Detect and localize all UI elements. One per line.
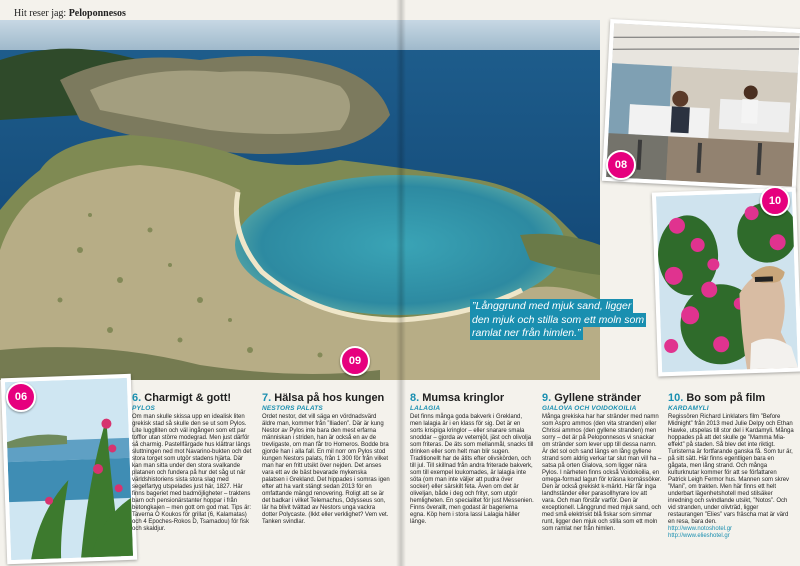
section-bo-som-pa-film	[668, 392, 794, 540]
badge-08: 08	[606, 150, 636, 180]
section-subtitle: NESTORS PALATS	[262, 405, 323, 412]
section-body: Om man skulle skissa upp en idealisk liten grekisk stad så skulle den se ut som Pylos. Lite lugglliten och väl ingången som ett par tofflor utan större modegrad. Men just därför så charmig. Pastellfärgade hus klättrar längs sluttningen ned mot Navarino-bukten och det stora torget som utgör stadens hjärta. Där kan man sitta under den stora svalkande platanen och fundera på hur det såg ut när världshistoriens sista stora slag med segelfartyg utspelades just här, 1827. Här finns bageriet med badmöjligheter – traktens barn och pensionärstanter hoppar i från betongkajen – men gott om god mat. Tips är: Taverna O Koukos för grillat (6, Kalamatas) och 4 Epoches-Rokos D, Tsamadou) för fisk och skaldjur.	[132, 414, 252, 532]
bougainvillea-photo	[652, 188, 800, 377]
section-subtitle: GIALOVA OCH VOIDOKOILIA	[542, 405, 637, 412]
section-title: 8. Mumsa kringlor	[410, 392, 505, 404]
section-body: Regissören Richard Linklaters film ”Before Midnight” från 2013 med Julie Delpy och Ethan Hawke, utspelas till stor del i Kardamyli. Många hoppades på att det skulle ge ”Mamma Mia-effekt” på staden. Så blev det inte riktigt. Turisterna är fortfarande ganska få. Som tur är, på sitt sätt. Här finns egentligen bara en gågata, men lång strand. Och många kulturknutar kommer för att se författaren Patrick Leigh Fermor hus. Mannen som skrev ”Mani”, om trakten. Men här finns ett helt underbart lägenhetshotell med stilsäker inredning och svindlande utsikt, ”Notos”. Och vid stranden, under olivträd, ligger restaurangen ”Elies” vars fräscha mat är värd en resa, bara den.	[668, 414, 794, 525]
page-fold	[396, 0, 406, 566]
section-subtitle: LALAGIA	[410, 405, 441, 412]
header-prefix: Hit reser jag:	[14, 8, 67, 19]
badge-09: 09	[340, 346, 370, 376]
section-title: 6. Charmigt & gott!	[132, 392, 232, 404]
section-gyllene	[542, 392, 662, 533]
pull-quote	[470, 300, 650, 341]
section-charmigt	[132, 392, 254, 533]
section-halsa	[262, 392, 390, 526]
section-subtitle: PYLOS	[132, 405, 156, 412]
section-body: Ordet nestor, det vill säga en vördnadsvärd äldre man, kommer från ”Iliaden”. Där är kung Nestor av Pylos inte bara den mest erfarna människan i striden, han är också en av de trevligaste, om man får tro Homeros. Bodde bra gjorde han i alla fall. En mil norr om Pylos stod kungen Nestors palats, från 1 300 för från vilket man har en fritt utsikt över nejden. Det anses vara ett av de bäst bevarade mykenska palatsen i Grekland. Det hippades i somras igen efter att ha varit stängt sedan 2013 för en omfattande mängd renovering. Roligt att se är det badkar i vilket Telemachus, Odysseus son, lär ha blivit tvättad av Nestors unga vackra dotter Polycaste. (Ikkt eller verklighet? Vem vet. Tanken svindlar.	[262, 414, 390, 525]
notos-hotel-link[interactable]: http://www.notoshotel.gr	[668, 526, 733, 532]
section-body: Det finns många goda bakverk i Grekland, men lalagia är i en klass för sig. Det är en sorts krispiga kringlor – eller snarare smala snoddar – gjorda av vetemjöl, jäst och olivolja som friteras. De äts som mellanmål, snacks till drinken eller som helt man blir sugen. Traditionellt har de ätits efter olivskörden, och till jul. Till skillnad från andra friterade bakverk, som till exempel loukomades, är lalagia inte söta (om man inte väljer att pudra över socker) eller särskilt feta. Även om det är oliveljan, både i deg och frityr, som utgör hemligheten. En specialitet för just Messenien. Finns överallt, men godast är bagerierna egna. Köp hem i stora lassi Lalagia häller länge.	[410, 414, 534, 525]
badge-10: 10	[760, 186, 790, 216]
section-title: 10. Bo som på film	[668, 392, 766, 404]
section-subtitle: KARDAMYLI	[668, 405, 709, 412]
section-body: Många grekiska har har stränder med namn som Aspro ammos (den vita stranden) eller Chrissi ammos (den gyllene stranden) men sorry – det är på Peloponnesos vi snackar om stränder som lever upp till dessa namn. Är det sol och sand längs en lång gyllene strand som aldrig verkar tar slut man vill ha – satsa på orten Gialova, som ligger nära Pylos. I närheten finns också Voidokoilia, en omega-formad lagun för kräsna kornässöker. Den är också grekiskt k-märkt. Här får inga landhständer eller parasollhyrare lov att vara. Och man förstår varför. Den är exceptionell. Långgrund med mjuk sand, och med små elektriskt blå fiskar som simmar runt, ligger den mjuk och stilla som ett moln som ramlat ner från himlen.	[542, 414, 662, 532]
elies-hotel-link[interactable]: http://www.elieshotel.gr	[668, 533, 730, 539]
pull-quote-text: ”Långgrund med mjuk sand, ligger den mjuk och stilla som ett moln som ramlat ner från himlen.”	[472, 300, 645, 339]
page-header	[14, 8, 126, 19]
badge-06: 06	[6, 382, 36, 412]
section-title: 9. Gyllene stränder	[542, 392, 642, 404]
section-mumsa	[410, 392, 534, 526]
header-place: Peloponnesos	[68, 8, 126, 19]
section-title: 7. Hälsa på hos kungen	[262, 392, 385, 404]
